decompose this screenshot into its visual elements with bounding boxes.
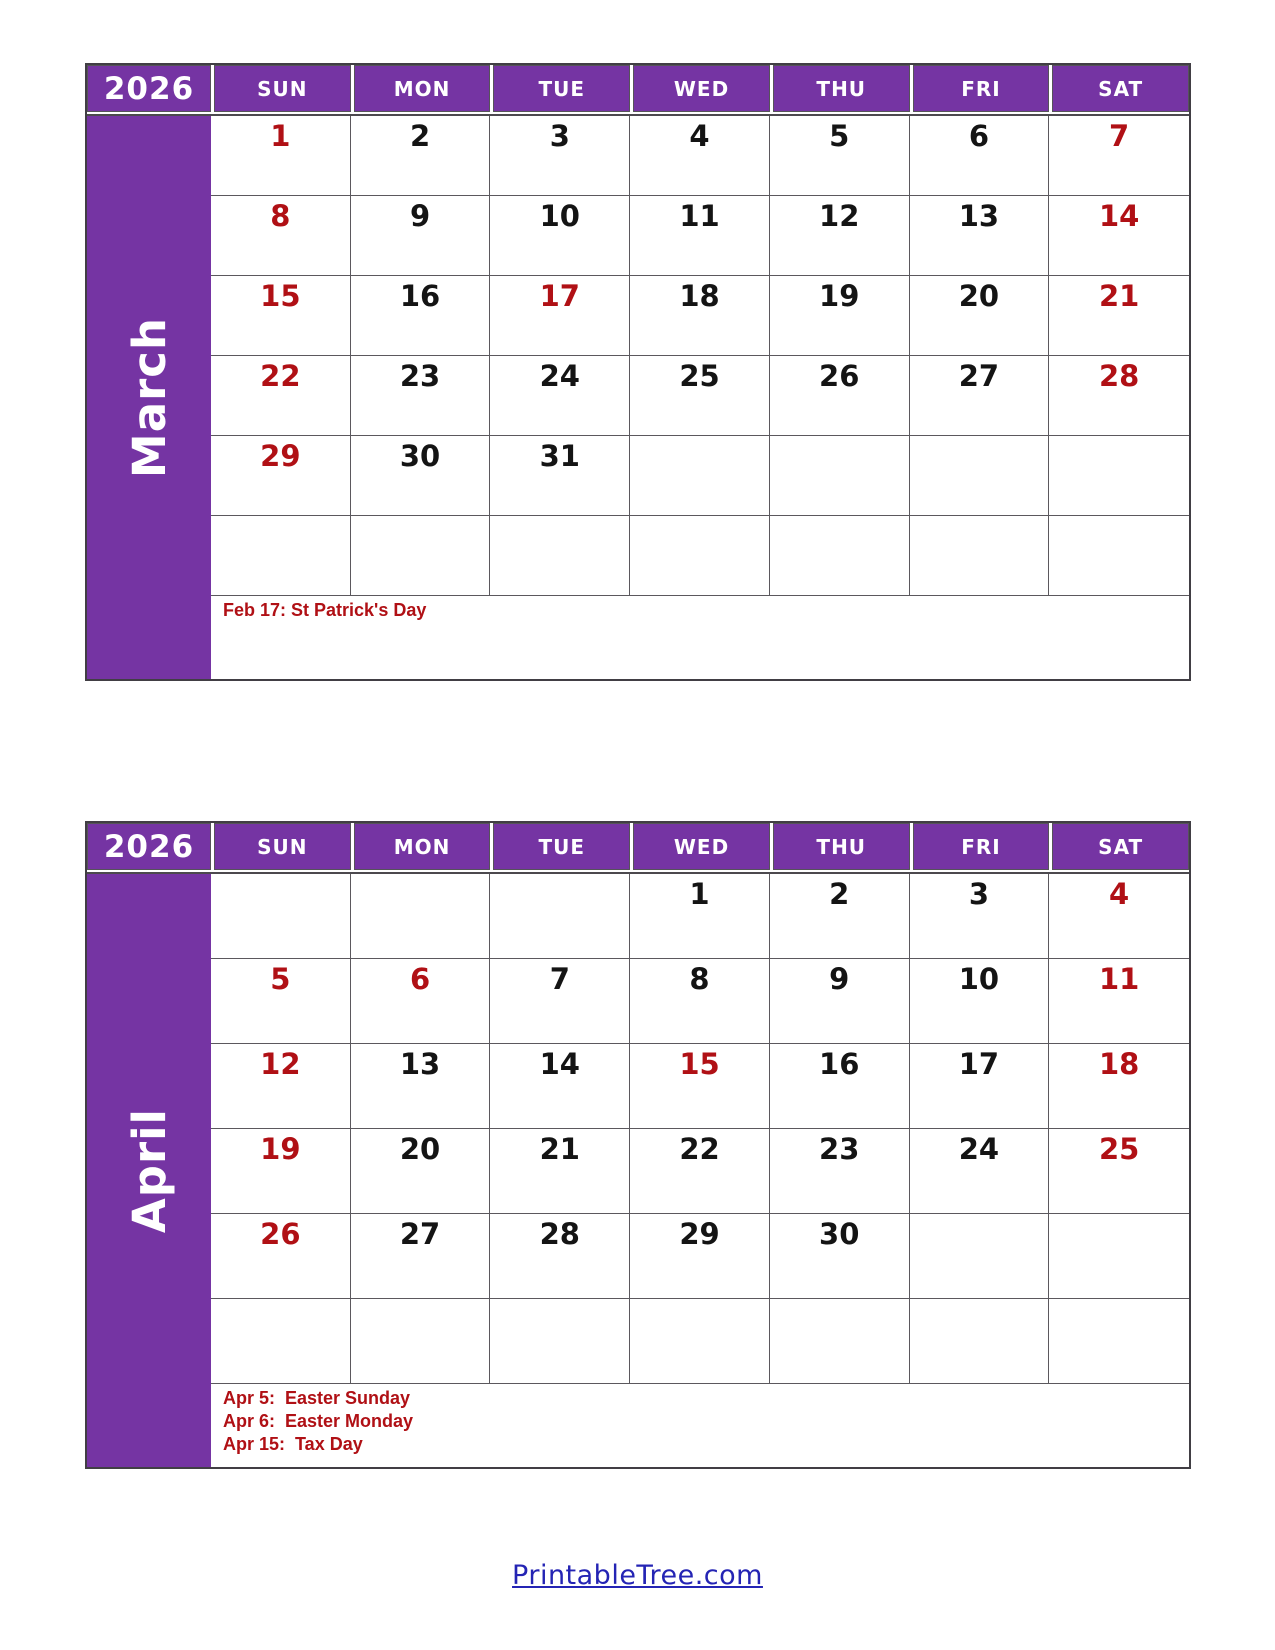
date-cell: 5 [211,959,351,1044]
holiday-note: Apr 6: Easter Monday [223,1411,414,1431]
date-cell: 15 [630,1044,770,1129]
date-cell: 11 [630,196,770,276]
date-cell: 26 [211,1214,351,1299]
year-label: 2026 [87,65,211,112]
date-cell: 11 [1049,959,1189,1044]
holiday-note: Apr 5: Easter Sunday [223,1388,411,1408]
date-cell: 23 [351,356,491,436]
date-cell: 29 [211,436,351,516]
date-cell-empty [351,874,491,959]
month-sidebar [87,874,211,1467]
date-cell: 17 [490,276,630,356]
date-cell: 20 [351,1129,491,1214]
date-cell-empty [490,874,630,959]
date-cell: 3 [490,116,630,196]
date-cell: 12 [211,1044,351,1129]
date-cell: 19 [211,1129,351,1214]
date-cell: 10 [490,196,630,276]
date-cell: 24 [490,356,630,436]
date-cell-empty [910,436,1050,516]
date-cell-empty [211,874,351,959]
date-cell: 14 [490,1044,630,1129]
day-of-week-header: THU [773,823,910,870]
day-of-week-header: WED [633,65,770,112]
date-cell: 4 [630,116,770,196]
date-cell: 6 [910,116,1050,196]
month-label: March [122,316,176,479]
date-cell: 27 [910,356,1050,436]
date-cell: 10 [910,959,1050,1044]
day-of-week-header: FRI [913,65,1050,112]
day-of-week-header: TUE [493,823,630,870]
date-cell-empty [211,516,351,596]
date-cell-empty [910,1214,1050,1299]
day-of-week-header: THU [773,65,910,112]
date-cell-empty [910,516,1050,596]
date-cell-empty [630,516,770,596]
date-cell-empty [211,1299,351,1384]
day-of-week-header: SAT [1052,65,1189,112]
date-cell: 13 [351,1044,491,1129]
date-cell: 25 [630,356,770,436]
date-cell: 18 [630,276,770,356]
date-cell: 16 [351,276,491,356]
day-of-week-header: SUN [214,823,351,870]
date-cell-empty [490,516,630,596]
date-cell-empty [630,1299,770,1384]
date-cell: 28 [490,1214,630,1299]
date-cell: 5 [770,116,910,196]
date-cell: 31 [490,436,630,516]
date-cell: 14 [1049,196,1189,276]
date-cell: 30 [770,1214,910,1299]
date-cell: 3 [910,874,1050,959]
date-cell: 18 [1049,1044,1189,1129]
date-cell: 2 [770,874,910,959]
date-cell: 15 [211,276,351,356]
date-grid [211,874,1189,1384]
date-cell: 1 [211,116,351,196]
date-cell: 12 [770,196,910,276]
calendar-body [87,872,1189,1467]
date-cell: 19 [770,276,910,356]
date-cell-empty [1049,436,1189,516]
calendar-march [85,63,1191,681]
date-cell: 20 [910,276,1050,356]
date-cell: 22 [630,1129,770,1214]
date-cell: 1 [630,874,770,959]
date-cell: 8 [211,196,351,276]
date-cell-empty [630,436,770,516]
day-of-week-header: SAT [1052,823,1189,870]
date-grid [211,116,1189,596]
date-cell: 9 [770,959,910,1044]
date-cell: 4 [1049,874,1189,959]
date-cell: 2 [351,116,491,196]
date-cell: 7 [490,959,630,1044]
day-of-week-header: WED [633,823,770,870]
calendar-header-row [87,823,1189,870]
day-of-week-header: SUN [214,65,351,112]
date-cell-empty [770,1299,910,1384]
day-of-week-header: FRI [913,823,1050,870]
date-cell-empty [1049,516,1189,596]
date-cell: 27 [351,1214,491,1299]
date-cell: 26 [770,356,910,436]
date-cell: 21 [1049,276,1189,356]
date-cell: 30 [351,436,491,516]
date-cell: 9 [351,196,491,276]
date-cell-empty [1049,1214,1189,1299]
date-cell: 28 [1049,356,1189,436]
date-cell: 25 [1049,1129,1189,1214]
date-cell: 8 [630,959,770,1044]
date-cell: 23 [770,1129,910,1214]
date-cell: 24 [910,1129,1050,1214]
date-cell: 17 [910,1044,1050,1129]
date-cell: 22 [211,356,351,436]
year-label: 2026 [87,823,211,870]
date-cell: 16 [770,1044,910,1129]
date-cell-empty [910,1299,1050,1384]
date-cell: 7 [1049,116,1189,196]
holiday-notes-area [211,1384,1189,1467]
day-of-week-header: MON [354,823,491,870]
holiday-note: Feb 17: St Patrick's Day [223,600,427,620]
month-sidebar [87,116,211,679]
day-of-week-header: MON [354,65,491,112]
calendar-april [85,821,1191,1469]
date-cell-empty [351,1299,491,1384]
month-label: April [122,1107,176,1234]
holiday-note: Apr 15: Tax Day [223,1434,363,1454]
calendar-header-row [87,65,1189,112]
calendar-body [87,114,1189,679]
date-cell-empty [351,516,491,596]
date-cell-empty [770,436,910,516]
date-cell-empty [1049,1299,1189,1384]
footer-site-link[interactable]: PrintableTree.com [512,1560,763,1591]
date-cell: 6 [351,959,491,1044]
date-cell-empty [490,1299,630,1384]
date-cell: 29 [630,1214,770,1299]
day-of-week-header: TUE [493,65,630,112]
date-cell: 21 [490,1129,630,1214]
date-cell-empty [770,516,910,596]
holiday-notes-area [211,596,1189,679]
page-footer [0,1560,1275,1591]
date-cell: 13 [910,196,1050,276]
